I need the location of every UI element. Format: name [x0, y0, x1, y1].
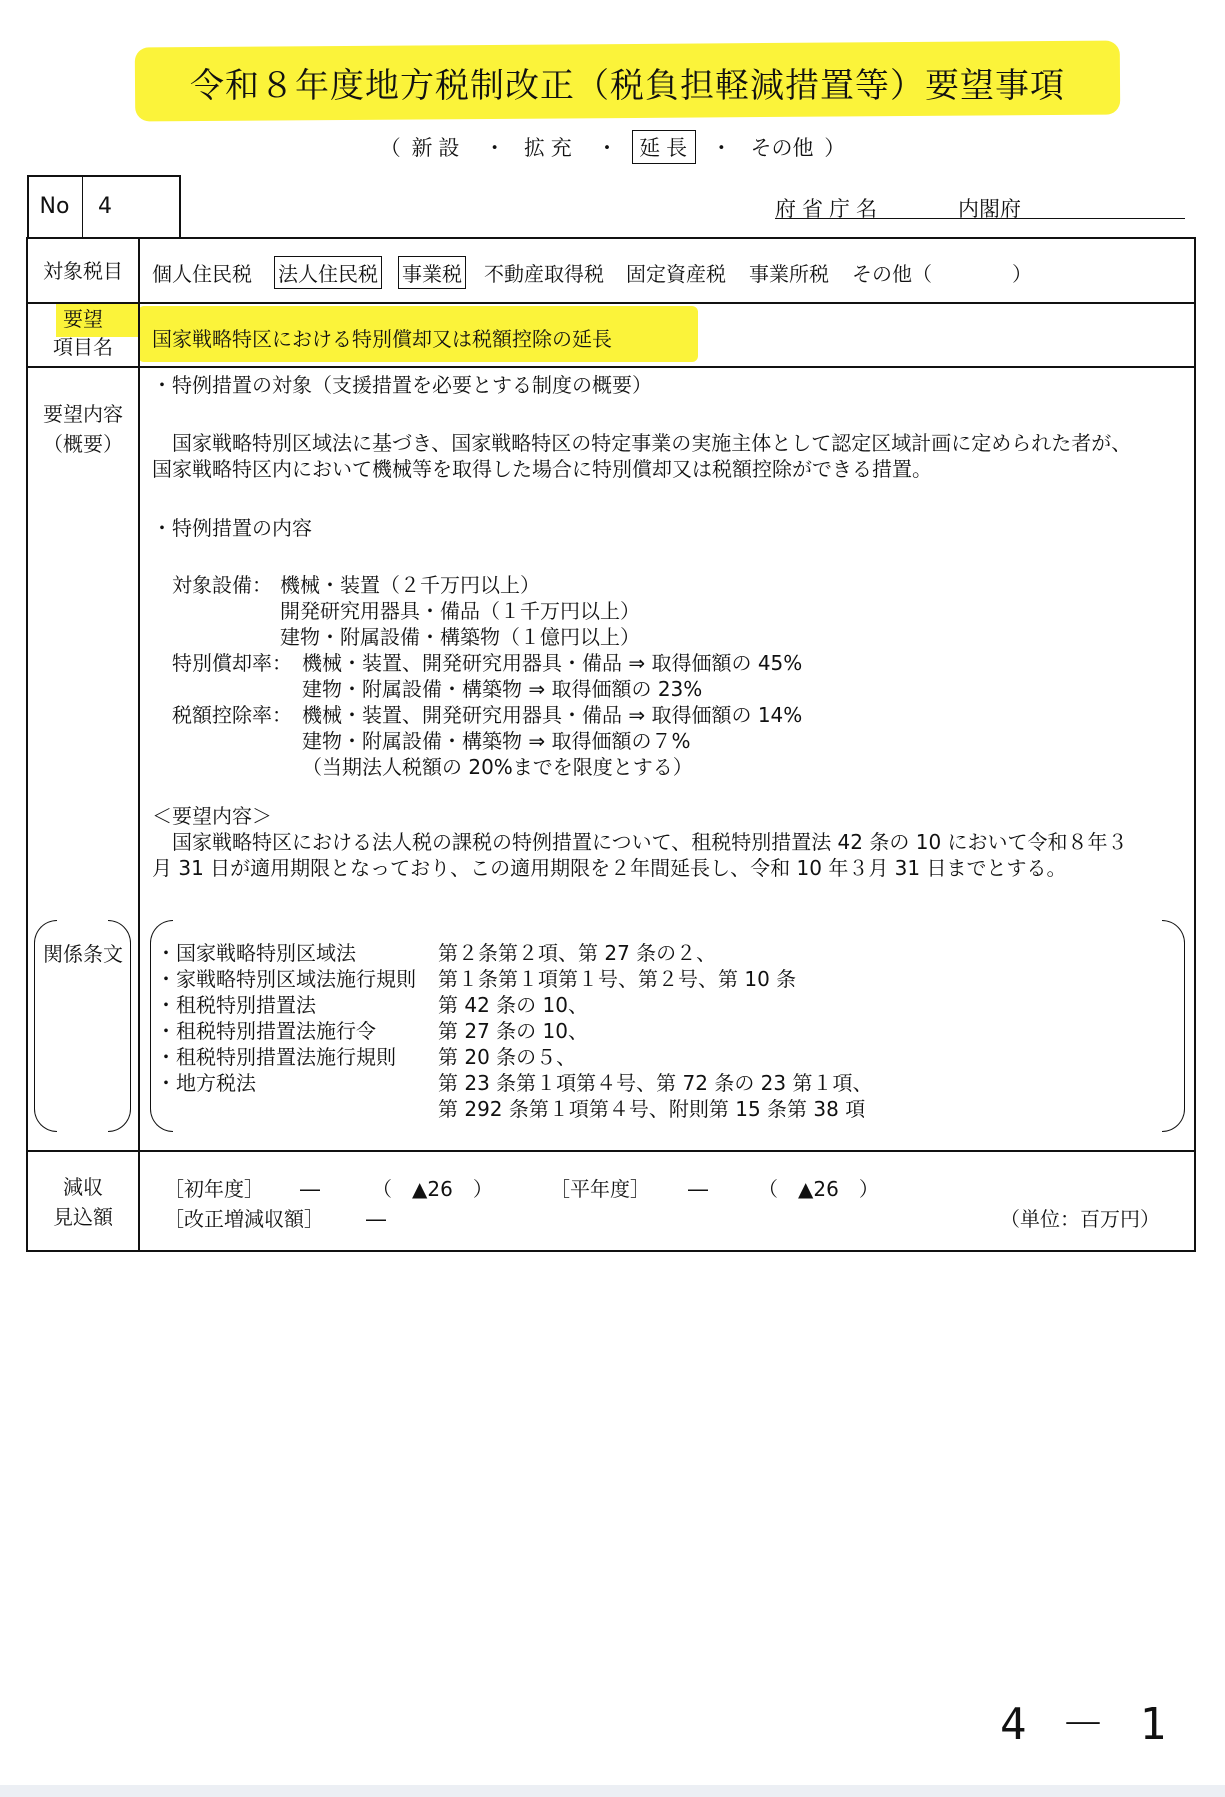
- bracket-left: [34, 920, 57, 1132]
- law-label: 関係条文: [43, 942, 123, 966]
- law-article: 第 27 条の 10、: [438, 1019, 588, 1043]
- row-divider: [26, 366, 1196, 368]
- category-separator: ・: [710, 136, 732, 160]
- content-para-1-line-1: 国家戦略特別区域法に基づき、国家戦略特区の特定事業の実施主体として認定区域計画に定められた者が、: [172, 431, 1132, 455]
- category-separator: ・: [484, 136, 506, 160]
- category-open-paren: （: [379, 136, 401, 160]
- category-other: その他: [750, 136, 814, 160]
- content-para-3-line-2: 月 31 日が適用期限となっており、この適用期限を２年間延長し、令和 10 年３月 31 日までとする。: [152, 856, 1067, 880]
- law-name: ・租税特別措置法: [156, 993, 316, 1017]
- law-name: ・地方税法: [156, 1071, 256, 1095]
- credit-line: 機械・装置、開発研究用器具・備品 ⇒ 取得価額の 14%: [302, 703, 803, 727]
- equipment-line: 開発研究用器具・備品（１千万円以上）: [280, 599, 640, 623]
- category-expand: 拡充: [523, 136, 578, 160]
- unit-note: （単位：百万円）: [1000, 1207, 1160, 1231]
- tax-option: 事業所税: [749, 262, 829, 286]
- item-label-2: 項目名: [53, 335, 113, 359]
- no-label: No: [27, 175, 83, 237]
- law-article: 第 292 条第１項第４号、附則第 15 条第 38 項: [438, 1097, 866, 1121]
- law-name: ・家戦略特別区域法施行規則: [156, 967, 416, 991]
- tax-option-selected: 事業税: [398, 256, 466, 289]
- first-year-value: ―: [300, 1177, 320, 1201]
- content-para-1-line-2: 国家戦略特区内において機械等を取得した場合に特別償却又は税額控除ができる措置。: [152, 457, 932, 481]
- law-article: 第 42 条の 10、: [438, 993, 588, 1017]
- tax-option: 個人住民税: [152, 262, 252, 286]
- depreciation-label: 特別償却率：: [172, 651, 292, 675]
- column-divider: [138, 237, 140, 1252]
- law-name: ・租税特別措置法施行規則: [156, 1045, 396, 1069]
- item-label-1: 要望: [63, 307, 103, 331]
- normal-year-paren: （ ▲26 ）: [758, 1177, 879, 1201]
- law-article: 第１条第１項第１号、第２号、第 10 条: [438, 967, 797, 991]
- credit-limit-note: （当期法人税額の 20%までを限度とする）: [302, 755, 693, 779]
- category-extension-selected: 延長: [632, 130, 696, 164]
- law-article: 第２条第２項、第 27 条の２、: [438, 941, 717, 965]
- page-title: 令和８年度地方税制改正（税負担軽減措置等）要望事項: [190, 66, 1065, 106]
- first-year-paren: （ ▲26 ）: [372, 1177, 493, 1201]
- content-label-2: （概要）: [43, 432, 123, 456]
- ministry-underline: [775, 218, 1185, 219]
- ministry-value: 内閣府: [958, 197, 1021, 221]
- equipment-label: 対象設備：: [172, 573, 272, 597]
- first-year-label: ［初年度］: [164, 1177, 264, 1201]
- category-line: [0, 130, 1225, 164]
- page-number: 4 － 1: [1000, 1699, 1170, 1750]
- revised-label: ［改正増減収額］: [164, 1207, 324, 1231]
- tax-label: 対象税目: [43, 259, 123, 283]
- revenue-label-1: 減収: [63, 1175, 103, 1199]
- revised-value: ―: [366, 1207, 386, 1231]
- item-name: 国家戦略特区における特別償却又は税額控除の延長: [152, 327, 612, 351]
- tax-option: 固定資産税: [626, 262, 726, 286]
- equipment-line: 建物・附属設備・構築物（１億円以上）: [280, 625, 640, 649]
- content-para-3-line-1: 国家戦略特区における法人税の課税の特例措置について、租税特別措置法 42 条の 10 において令和８年３: [172, 830, 1128, 854]
- category-close-paren: ）: [824, 136, 846, 160]
- row-divider: [26, 1150, 1196, 1152]
- category-new: 新設: [411, 136, 466, 160]
- row-divider: [26, 302, 1196, 304]
- bracket-right: [108, 920, 131, 1132]
- depreciation-line: 機械・装置、開発研究用器具・備品 ⇒ 取得価額の 45%: [302, 651, 803, 675]
- law-article: 第 20 条の５、: [438, 1045, 577, 1069]
- bracket-right: [1162, 920, 1185, 1132]
- category-separator: ・: [596, 136, 618, 160]
- content-label-1: 要望内容: [43, 402, 123, 426]
- ministry-label: 府省庁名: [775, 197, 883, 221]
- credit-line: 建物・附属設備・構築物 ⇒ 取得価額の７%: [302, 729, 691, 753]
- tax-option: 不動産取得税: [484, 262, 604, 286]
- tax-option-selected: 法人住民税: [274, 256, 382, 289]
- depreciation-line: 建物・附属設備・構築物 ⇒ 取得価額の 23%: [302, 677, 703, 701]
- normal-year-value: ―: [688, 1177, 708, 1201]
- law-name: ・国家戦略特別区域法: [156, 941, 356, 965]
- content-heading-1: ・特例措置の対象（支援措置を必要とする制度の概要）: [152, 373, 652, 397]
- normal-year-label: ［平年度］: [550, 1177, 650, 1201]
- viewer-bottom-bar: [0, 1785, 1225, 1797]
- credit-label: 税額控除率：: [172, 703, 292, 727]
- no-value: 4: [98, 193, 112, 219]
- content-heading-3: ＜要望内容＞: [152, 804, 272, 828]
- law-article: 第 23 条第１項第４号、第 72 条の 23 第１項、: [438, 1071, 873, 1095]
- tax-option-other: その他（: [852, 262, 932, 286]
- law-name: ・租税特別措置法施行令: [156, 1019, 376, 1043]
- equipment-line: 機械・装置（２千万円以上）: [280, 573, 540, 597]
- content-heading-2: ・特例措置の内容: [152, 516, 312, 540]
- revenue-label-2: 見込額: [53, 1205, 113, 1229]
- tax-other-close: ）: [1012, 262, 1032, 286]
